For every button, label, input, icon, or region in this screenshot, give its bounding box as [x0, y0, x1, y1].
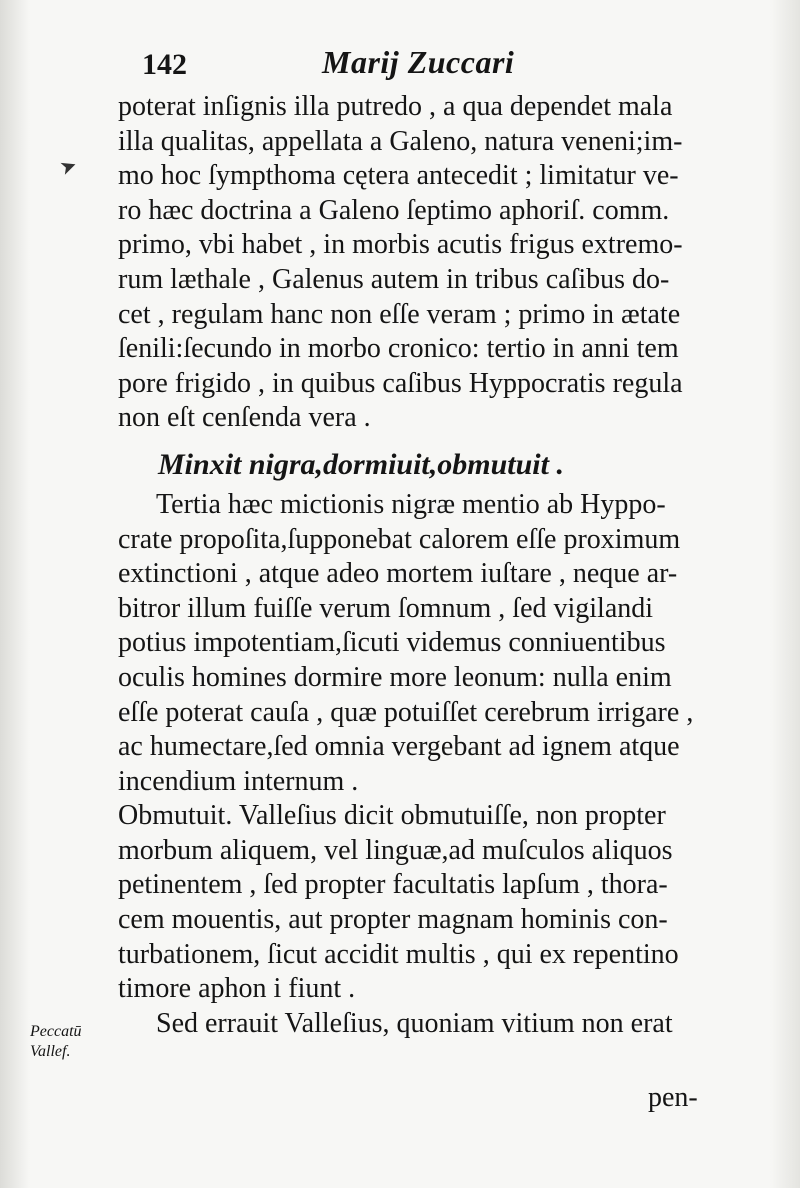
text-line: ſenili:ſecundo in morbo cronico: tertio in anni tem [118, 333, 679, 365]
body-text [118, 90, 744, 1041]
text-line: crate propoſita,ſupponebat calorem eſſe proximum [118, 523, 681, 555]
text-line: pore frigido , in quibus caſibus Hyppocratis regula [118, 367, 683, 399]
text-line: Sed errauit Valleſius, quoniam vitium non erat [156, 1007, 673, 1039]
text-line: poterat inſignis illa putredo , a qua dependet mala [118, 91, 673, 122]
text-line: Tertia hæc mictionis nigræ mentio ab Hyppo- [156, 488, 666, 520]
text-line: petinentem , ſed propter facultatis lapſum , thora- [118, 869, 668, 901]
text-line: bitror illum fuiſſe verum ſomnum , ſed vigilandi [118, 592, 654, 624]
running-title: Marij Zuccari [322, 44, 515, 80]
marginal-note-line: Vallef. [30, 1043, 71, 1060]
text-line: Obmutuit. Valleſius dicit obmutuiſſe, non propter [118, 800, 666, 832]
page-gutter-shadow [0, 0, 30, 1188]
text-line: potius impotentiam,ſicuti videmus conniuentibus [118, 627, 666, 659]
text-line: rum læthale , Galenus autem in tribus caſibus do- [118, 263, 670, 295]
marginal-note [30, 1022, 82, 1062]
text-line: turbationem, ſicut accidit multis , qui ex repentino [118, 938, 679, 970]
page-number: 142 [142, 48, 187, 81]
text-line: ro hæc doctrina a Galeno ſeptimo aphoriſ. comm. [118, 194, 670, 226]
text-line: non eſt cenſenda vera . [118, 402, 371, 434]
marginal-note-line: Peccatū [30, 1023, 82, 1040]
margin-flourish-icon: ➤ [56, 153, 81, 181]
text-line: cem mouentis, aut propter magnam hominis con- [118, 904, 668, 936]
page-header [120, 44, 740, 96]
text-line: oculis homines dormire more leonum: nulla enim [118, 661, 672, 693]
section-heading: Minxit nigra,dormiuit,obmutuit . [158, 447, 564, 481]
page-edge-shadow [770, 0, 800, 1188]
text-line: eſſe poterat cauſa , quæ potuiſſet cerebrum irrigare , [118, 696, 694, 728]
text-line: morbum aliquem, vel linguæ,ad muſculos aliquos [118, 834, 673, 866]
text-line: illa qualitas, appellata a Galeno, natura veneni;im- [118, 125, 683, 157]
text-line: cet , regulam hanc non eſſe veram ; primo in ætate [118, 298, 681, 330]
catchword: pen- [648, 1082, 698, 1113]
text-line: incendium internum . [118, 765, 359, 797]
text-line: primo, vbi habet , in morbis acutis frigus extremo- [118, 229, 683, 261]
text-line: timore aphon i fiunt . [118, 973, 356, 1005]
text-line: ac humectare,ſed omnia vergebant ad ignem atque [118, 731, 680, 763]
text-line: extinctioni , atque adeo mortem iuſtare , neque ar- [118, 558, 678, 590]
text-line: mo hoc ſympthoma cętera antecedit ; limitatur ve- [118, 160, 679, 192]
